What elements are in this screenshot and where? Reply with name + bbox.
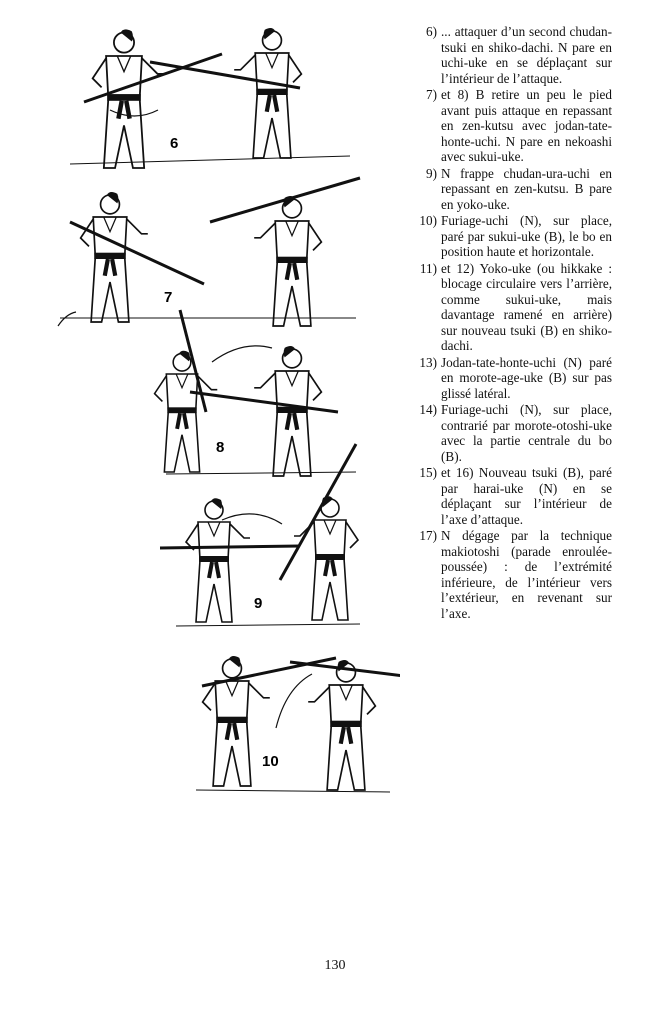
step-text: Furiage-uchi (N), sur place, paré par sukui-uke (B), le bo en position haute et horizontale. xyxy=(441,213,612,259)
step-text: N dégage par la technique makiotoshi (parade enroulée-poussée) : de l’extrémité inférieure, de l’intérieur vers l’extérieur, en revenant sur l’axe. xyxy=(441,528,612,621)
figure-label-9: 9 xyxy=(254,595,263,612)
step-9 xyxy=(412,166,612,213)
step-number: 10) xyxy=(419,213,437,228)
step-number: 13) xyxy=(419,354,437,370)
illustrations xyxy=(0,0,400,830)
step-number: 6) xyxy=(426,24,437,39)
instructions-column xyxy=(412,24,612,622)
step-number: 9) xyxy=(426,165,437,181)
step-10 xyxy=(412,213,612,260)
step-number: 15) xyxy=(419,465,437,480)
step-11 xyxy=(412,261,612,354)
figure-10 xyxy=(196,656,400,792)
step-text: et 16) Nouveau tsuki (B), paré par harai-uke (N) en se déplaçant sur l’intérieur de l’axe d’attaque. xyxy=(441,465,612,527)
step-15 xyxy=(412,465,612,527)
figure-label-10: 10 xyxy=(262,753,279,770)
figure-label-6: 6 xyxy=(170,135,179,152)
figure-7 xyxy=(58,178,360,326)
step-number: 11) xyxy=(419,260,437,276)
step-text: et 12) Yoko-uke (ou hikkake : blocage circulaire vers l’arrière, comme sukui-uke, mais davantage ramené en arrière) sur nouveau tsuki (B) en shiko-dachi. xyxy=(441,260,612,353)
step-text: Jodan-tate-honte-uchi (N) paré en morote-age-uke (B) sur pas glissé latéral. xyxy=(441,354,612,401)
figure-8 xyxy=(155,310,356,476)
step-number: 7) xyxy=(426,87,437,102)
step-7 xyxy=(412,87,612,165)
figure-6 xyxy=(70,28,350,168)
step-text: ... attaquer d’un second chudan-tsuki en shiko-dachi. N pare en uchi-uke en se déplaçant sur l’intérieur de l’attaque. xyxy=(441,24,612,86)
step-14 xyxy=(412,402,612,464)
step-number: 17) xyxy=(419,528,437,543)
figure-label-7: 7 xyxy=(164,289,173,306)
step-number: 14) xyxy=(419,402,437,417)
step-6 xyxy=(412,24,612,86)
step-text: et 8) B retire un peu le pied avant puis attaque en repassant en zen-kutsu avec jodan-tate-honte-uchi. N pare en nekoashi avec sukui-uke. xyxy=(441,87,612,164)
step-text: Furiage-uchi (N), sur place, contrarié par morote-otoshi-uke avec la partie centrale du bo (B). xyxy=(441,402,612,464)
figure-label-8: 8 xyxy=(216,439,225,456)
step-13 xyxy=(412,355,612,402)
page-number: 130 xyxy=(324,958,346,973)
step-text: N frappe chudan-ura-uchi en repassant en zen-kutsu. B pare en yoko-uke. xyxy=(441,165,612,212)
step-17 xyxy=(412,528,612,621)
